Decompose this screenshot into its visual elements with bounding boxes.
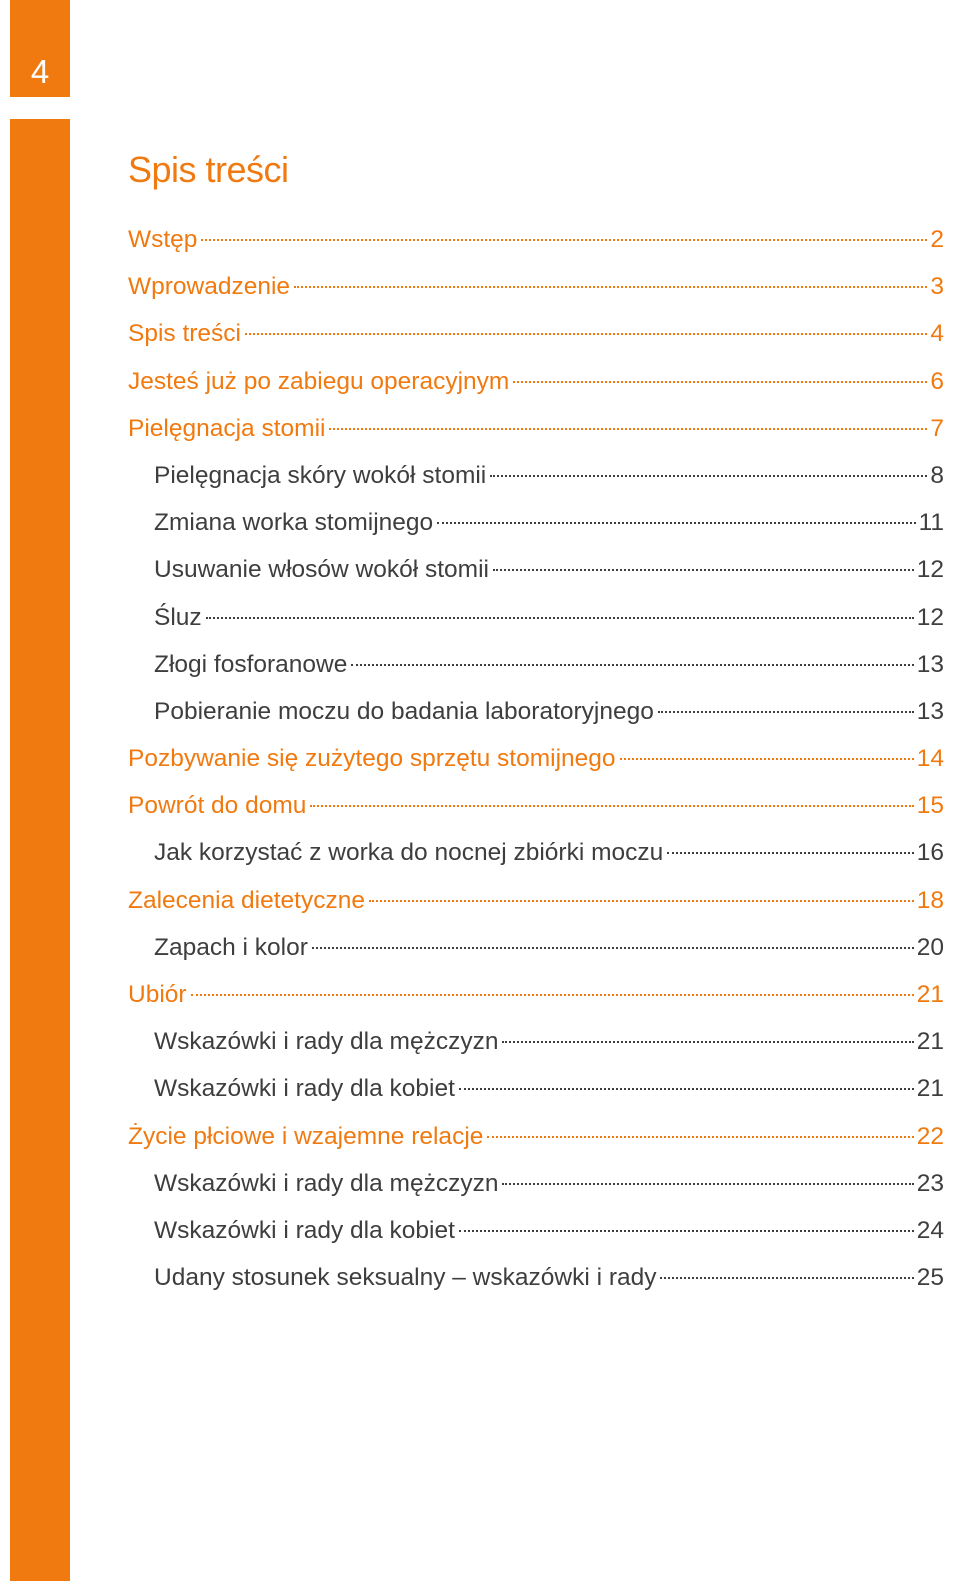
toc-entry-page: 20 — [916, 933, 944, 961]
toc-entry-title: Pielęgnacja stomii — [128, 414, 326, 442]
toc-entry-title: Śluz — [154, 603, 202, 631]
toc-entry[interactable] — [128, 358, 944, 405]
toc-entry[interactable] — [128, 1065, 944, 1112]
toc-entry-title: Zalecenia dietetyczne — [128, 886, 365, 914]
toc-entry-page: 13 — [916, 650, 944, 678]
toc-entry-title: Wskazówki i rady dla mężczyzn — [154, 1028, 499, 1056]
dot-leader — [201, 239, 927, 241]
toc-entry-page: 21 — [916, 1075, 944, 1103]
toc-entry[interactable] — [128, 688, 944, 735]
toc-entry[interactable] — [128, 405, 944, 452]
toc-entry-page: 22 — [916, 1122, 944, 1150]
toc-entry-title: Wprowadzenie — [128, 273, 291, 301]
toc-entry[interactable] — [128, 971, 944, 1018]
dot-leader — [490, 475, 927, 477]
toc-entry[interactable] — [128, 1018, 944, 1065]
toc-entry-title: Życie płciowe i wzajemne relacje — [128, 1122, 484, 1150]
dot-leader — [660, 1277, 913, 1279]
toc-entry-page: 7 — [930, 414, 944, 442]
toc-entry-page: 11 — [918, 509, 944, 537]
toc-entry-title: Ubiór — [128, 981, 187, 1008]
toc-entry[interactable] — [128, 452, 944, 499]
toc-entry[interactable] — [128, 546, 944, 593]
dot-leader — [487, 1136, 913, 1138]
toc-entry-title: Wskazówki i rady dla kobiet — [154, 1216, 455, 1244]
toc-entry-page: 25 — [916, 1264, 944, 1292]
dot-leader — [667, 852, 913, 854]
toc-entry[interactable] — [128, 1113, 944, 1160]
toc-entry-page: 21 — [916, 1028, 944, 1056]
toc-entry-page: 16 — [916, 839, 944, 867]
toc-entry[interactable] — [128, 1207, 944, 1254]
toc-entry-page: 12 — [916, 556, 944, 584]
toc-entry[interactable] — [128, 641, 944, 688]
toc-entry[interactable] — [128, 829, 944, 876]
toc-entry-title: Jak korzystać z worka do nocnej zbiórki moczu — [154, 839, 664, 867]
dot-leader — [191, 994, 914, 996]
toc-entry-page: 18 — [916, 886, 944, 914]
dot-leader — [312, 947, 914, 949]
toc-entry-title: Spis treści — [128, 320, 242, 348]
toc-entry-page: 24 — [916, 1216, 944, 1244]
toc-entry-page: 12 — [916, 603, 944, 631]
table-of-contents — [128, 216, 944, 1301]
toc-entry[interactable] — [128, 594, 944, 641]
toc-entry[interactable] — [128, 924, 944, 971]
dot-leader — [513, 381, 927, 383]
toc-entry-title: Udany stosunek seksualny – wskazówki i rady — [154, 1264, 657, 1292]
dot-leader — [437, 522, 915, 524]
dot-leader — [658, 711, 914, 713]
toc-entry-title: Wstęp — [128, 226, 198, 253]
dot-leader — [493, 569, 914, 571]
toc-entry-title: Zapach i kolor — [154, 933, 308, 961]
dot-leader — [369, 900, 914, 902]
page-title: Spis treści — [128, 149, 289, 190]
dot-leader — [329, 428, 927, 430]
toc-entry[interactable] — [128, 782, 944, 829]
toc-entry-page: 3 — [930, 273, 944, 301]
dot-leader — [245, 333, 927, 335]
dot-leader — [459, 1230, 914, 1232]
toc-entry-page: 6 — [930, 367, 944, 395]
toc-entry-title: Pozbywanie się zużytego sprzętu stomijnego — [128, 745, 616, 773]
toc-entry-title: Wskazówki i rady dla mężczyzn — [154, 1169, 499, 1197]
toc-entry[interactable] — [128, 263, 944, 310]
toc-entry[interactable] — [128, 310, 944, 357]
toc-entry-page: 14 — [916, 745, 944, 773]
toc-entry-page: 23 — [916, 1169, 944, 1197]
dot-leader — [310, 805, 913, 807]
toc-entry-title: Zmiana worka stomijnego — [154, 509, 434, 537]
side-accent-bar — [10, 0, 70, 1581]
toc-entry-page: 2 — [930, 226, 944, 253]
toc-entry-title: Usuwanie włosów wokół stomii — [154, 556, 489, 584]
toc-entry[interactable] — [128, 1254, 944, 1301]
toc-entry-page: 8 — [930, 461, 944, 489]
toc-entry-title: Złogi fosforanowe — [154, 650, 348, 678]
page-number-box — [10, 0, 70, 119]
toc-entry[interactable] — [128, 216, 944, 263]
toc-entry[interactable] — [128, 735, 944, 782]
dot-leader — [351, 664, 913, 666]
dot-leader — [502, 1041, 913, 1043]
toc-entry-title: Wskazówki i rady dla kobiet — [154, 1075, 455, 1103]
dot-leader — [206, 617, 914, 619]
toc-entry-title: Jesteś już po zabiegu operacyjnym — [128, 367, 510, 395]
toc-entry-title: Pielęgnacja skóry wokół stomii — [154, 461, 487, 489]
toc-entry-page: 4 — [930, 320, 944, 348]
toc-entry-page: 21 — [916, 981, 944, 1008]
toc-entry[interactable] — [128, 1160, 944, 1207]
toc-entry[interactable] — [128, 877, 944, 924]
toc-entry-title: Pobieranie moczu do badania laboratoryjnego — [154, 697, 654, 725]
toc-entry-title: Powrót do domu — [128, 792, 307, 820]
dot-leader — [459, 1088, 914, 1090]
toc-entry[interactable] — [128, 499, 944, 546]
page-number: 4 — [30, 53, 50, 90]
dot-leader — [620, 758, 914, 760]
toc-entry-page: 15 — [916, 792, 944, 820]
toc-entry-page: 13 — [916, 697, 944, 725]
dot-leader — [294, 286, 927, 288]
dot-leader — [502, 1183, 913, 1185]
